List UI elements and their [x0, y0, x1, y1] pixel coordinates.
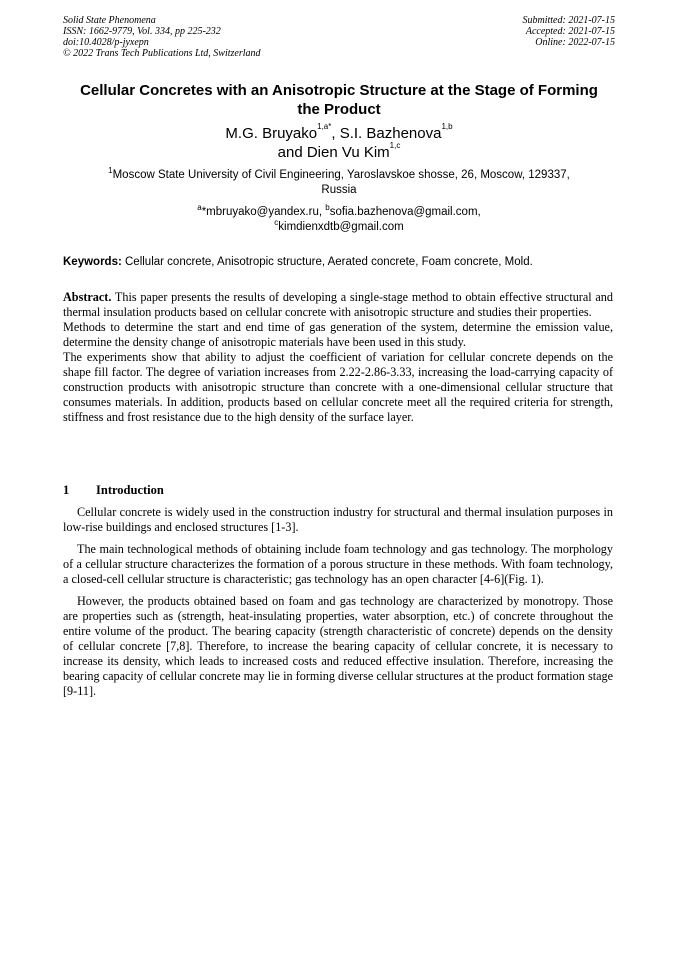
- introduction-body: [63, 505, 613, 706]
- abstract-label: Abstract.: [63, 290, 112, 304]
- doi-line: doi:10.4028/p-jyxepn: [63, 37, 149, 48]
- author-name: S.I. Bazhenova: [339, 125, 442, 142]
- submitted-date: Submitted: 2021-07-15: [522, 15, 615, 26]
- author-superscript: 1,c: [389, 141, 401, 150]
- abstract-paragraph: The experiments show that ability to adjust the coefficient of variation for cellular concrete depends on the shape fill factor. The degree of variation increases from 2.22-2.86-3.33, increasing the load-carrying capacity of construction products with anisotropic structure than concrete with a one-dimensional cellular structure that consumes materials. In addition, products based on cellular concrete meet all the required criteria for strength, stiffness and frost resistance due to the high density of the surface layer.: [63, 350, 613, 424]
- email-superscript: a: [197, 203, 202, 212]
- email-link[interactable]: *mbruyako@yandex.ru,: [201, 206, 326, 218]
- journal-info: [63, 15, 261, 59]
- author-name: M.G. Bruyako: [225, 125, 318, 142]
- section-heading: [63, 483, 164, 498]
- keywords-label: Keywords:: [63, 256, 122, 268]
- author-list: [70, 124, 608, 162]
- email-link[interactable]: kimdienxdtb@gmail.com: [278, 220, 404, 233]
- journal-name: Solid State Phenomena: [63, 15, 156, 26]
- body-paragraph: The main technological methods of obtaining include foam technology and gas technology. The morphology of a cellular structure characterizes the formation of a porous structure in these methods. With foam technology, a closed-cell cellular structure is characteristic; gas technology has an open character [4-6](Fig. 1).: [63, 542, 613, 586]
- email-superscript: b: [325, 203, 330, 212]
- publication-dates: [523, 15, 616, 48]
- paper-title: Cellular Concretes with an Anisotropic Structure at the Stage of Forming the Product: [80, 82, 598, 118]
- author-separator: ,: [331, 125, 340, 142]
- abstract-text: This paper presents the results of developing a single-stage method to obtain effective structural and thermal insulation products based on cellular concrete with anisotropic structure and studies their properties.: [63, 290, 613, 319]
- body-paragraph: However, the products obtained based on foam and gas technology are characterized by monotropy. Those are properties such as (strength, heat-insulating properties, water absorption, etc.) of concrete throughout the entire volume of the product. The bearing capacity (strength characteristic of concrete) depends on the density of cellular concrete [7,8]. Therefore, to increase the bearing capacity of cellular concrete, it is necessary to increase its density, which leads to increased costs and reduced effective insulation. Therefore, increasing the bearing capacity of cellular concrete may lie in forming diverse cellular structures at the product formation stage [9-11].: [63, 594, 613, 698]
- body-paragraph: Cellular concrete is widely used in the construction industry for structural and thermal insulation purposes in low-rise buildings and enclosed structures [1-3].: [63, 505, 613, 534]
- author-emails: [100, 205, 578, 234]
- keywords: [63, 255, 623, 269]
- issn-line: ISSN: 1662-9779, Vol. 334, pp 225-232: [63, 26, 221, 37]
- email-link[interactable]: sofia.bazhenova@gmail.com,: [329, 206, 481, 218]
- affiliation-superscript: 1: [108, 166, 113, 175]
- accepted-date: Accepted: 2021-07-15: [525, 26, 615, 37]
- abstract-paragraph: Methods to determine the start and end time of gas generation of the system, determine the emission value, determine the density change of anisotropic materials have been used in this study.: [63, 320, 613, 349]
- abstract-paragraph: [63, 290, 613, 320]
- copyright-line: © 2022 Trans Tech Publications Ltd, Switzerland: [63, 48, 261, 59]
- author-name: and Dien Vu Kim: [277, 144, 390, 161]
- section-number: 1: [63, 483, 70, 497]
- author-superscript: 1,a*: [317, 122, 332, 131]
- abstract: [63, 290, 613, 425]
- email-superscript: c: [274, 217, 279, 227]
- online-date: Online: 2022-07-15: [535, 37, 615, 48]
- author-superscript: 1,b: [441, 122, 453, 131]
- affiliation: [100, 168, 578, 197]
- section-title: Introduction: [96, 483, 164, 497]
- keywords-text: Cellular concrete, Anisotropic structure, Aerated concrete, Foam concrete, Mold.: [121, 256, 533, 268]
- affiliation-text: Moscow State University of Civil Engineering, Yaroslavskoe shosse, 26, Moscow, 129337, Russia: [112, 169, 570, 196]
